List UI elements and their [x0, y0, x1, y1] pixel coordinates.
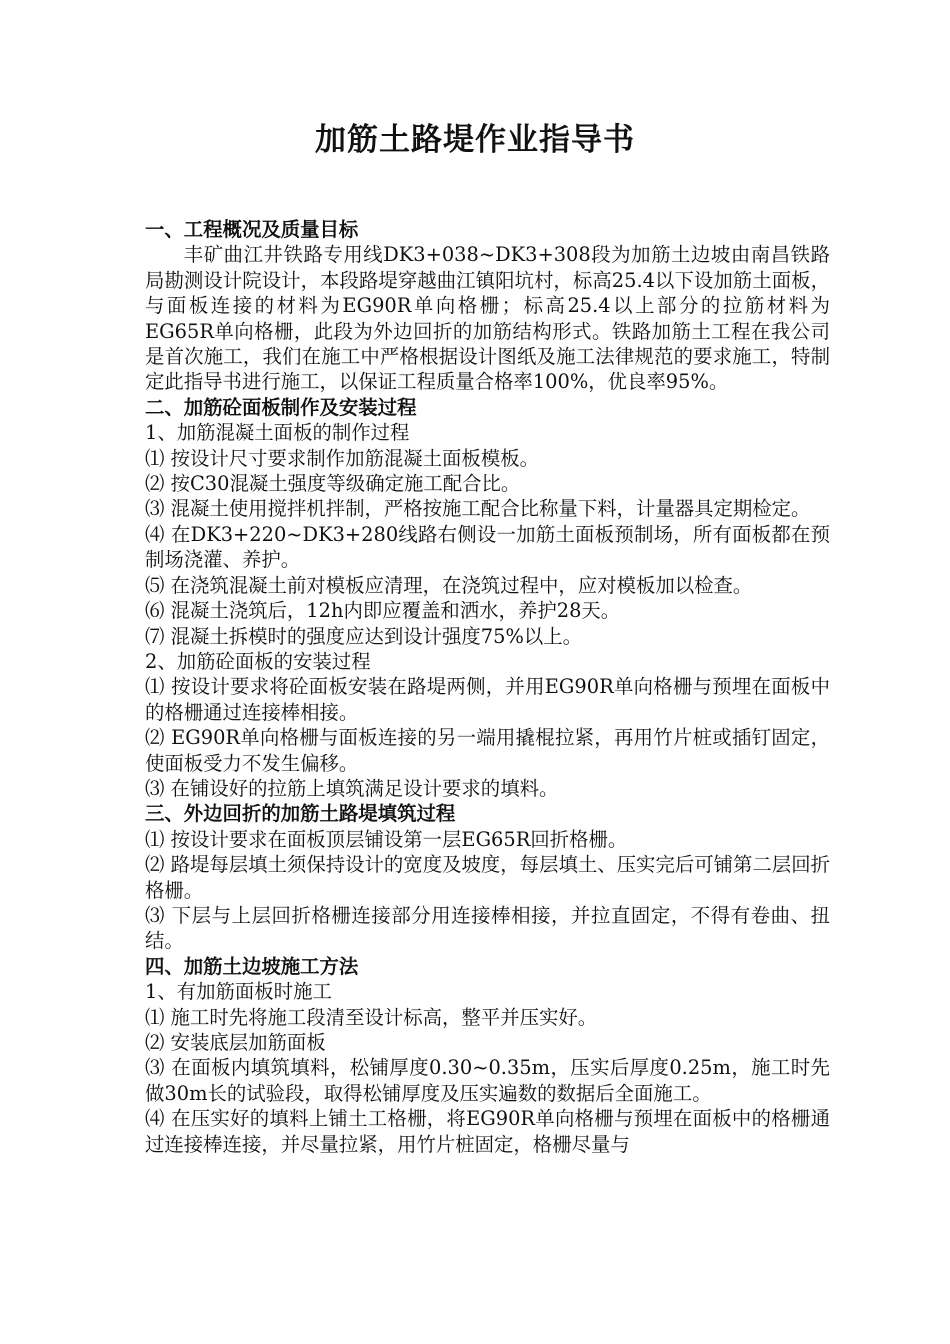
document-body	[145, 217, 830, 1157]
list-item: ⑶ 混凝土使用搅拌机拌制，严格按施工配合比称量下料，计量器具定期检定。	[145, 497, 811, 521]
list-item: ⑴ 按设计要求在面板顶层铺设第一层EG65R回折格栅。	[145, 827, 628, 851]
list-item: ⑶ 在铺设好的拉筋上填筑满足设计要求的填料。	[145, 776, 559, 800]
document-title: 加筋土路堤作业指导书	[315, 122, 635, 158]
section-heading: 四、加筋土边坡施工方法	[145, 954, 359, 978]
list-item: ⑴ 施工时先将施工段清至设计标高，整平并压实好。	[145, 1005, 598, 1029]
list-item: ⑷ 在压实好的填料上铺土工格栅，将EG90R单向格栅与预埋在面板中的格栅通过连接棒连接，并尽量拉紧，用竹片桩固定，格栅尽量与	[145, 1107, 830, 1156]
subsection-heading: 1、加筋混凝土面板的制作过程	[145, 421, 410, 445]
list-item: ⑴ 按设计要求将砼面板安装在路堤两侧，并用EG90R单向格栅与预埋在面板中的格栅通过连接棒相接。	[145, 675, 830, 724]
list-item: ⑵ 按C30混凝土强度等级确定施工配合比。	[145, 472, 521, 496]
list-item: ⑵ 路堤每层填土须保持设计的宽度及坡度，每层填土、压实完后可铺第二层回折格栅。	[145, 853, 830, 902]
list-item: ⑶ 在面板内填筑填料，松铺厚度0.30~0.35m，压实后厚度0.25m，施工时先做30m长的试验段，取得松铺厚度及压实遍数的数据后全面施工。	[145, 1056, 830, 1105]
list-item: ⑷ 在DK3+220~DK3+280线路右侧设一加筋土面板预制场，所有面板都在预制场浇灌、养护。	[145, 522, 830, 572]
list-item: ⑵ EG90R单向格栅与面板连接的另一端用撬棍拉紧，再用竹片桩或插钉固定，使面板受力不发生偏移。	[145, 726, 830, 775]
list-item: ⑵ 安装底层加筋面板	[145, 1031, 326, 1054]
list-item: ⑸ 在浇筑混凝土前对模板应清理，在浇筑过程中，应对模板加以检查。	[145, 573, 753, 597]
section-heading: 二、加筋砼面板制作及安装过程	[145, 395, 417, 419]
section-heading: 三、外边回折的加筋土路堤填筑过程	[145, 802, 456, 826]
paragraph: 丰矿曲江井铁路专用线DK3+038~DK3+308段为加筋土边坡由南昌铁路局勘测设计院设计，本段路堤穿越曲江镇阳坑村，标高25.4以下设加筋土面板，与面板连接的材料为EG90R单向格栅；标高25.4以上部分的拉筋材料为EG65R单向格栅，此段为外边回折的加筋结构形式。铁路加筋土工程在我公司是首次施工，我们在施工中严格根据设计图纸及施工法律规范的要求施工，特制定此指导书进行施工，以保证工程质量合格率100%，优良率95%。	[145, 243, 830, 394]
list-item: ⑴ 按设计尺寸要求制作加筋混凝土面板模板。	[145, 446, 539, 470]
list-item: ⑶ 下层与上层回折格栅连接部分用连接棒相接，并拉直固定，不得有卷曲、扭结。	[145, 903, 830, 953]
list-item: ⑹ 混凝土浇筑后，12h内即应覆盖和洒水，养护28天。	[145, 599, 621, 623]
list-item: ⑺ 混凝土拆模时的强度应达到设计强度75%以上。	[145, 624, 583, 648]
section-heading: 一、工程概况及质量目标	[145, 218, 359, 241]
subsection-heading: 2、加筋砼面板的安装过程	[145, 649, 371, 673]
subsection-heading: 1、有加筋面板时施工	[145, 980, 332, 1004]
